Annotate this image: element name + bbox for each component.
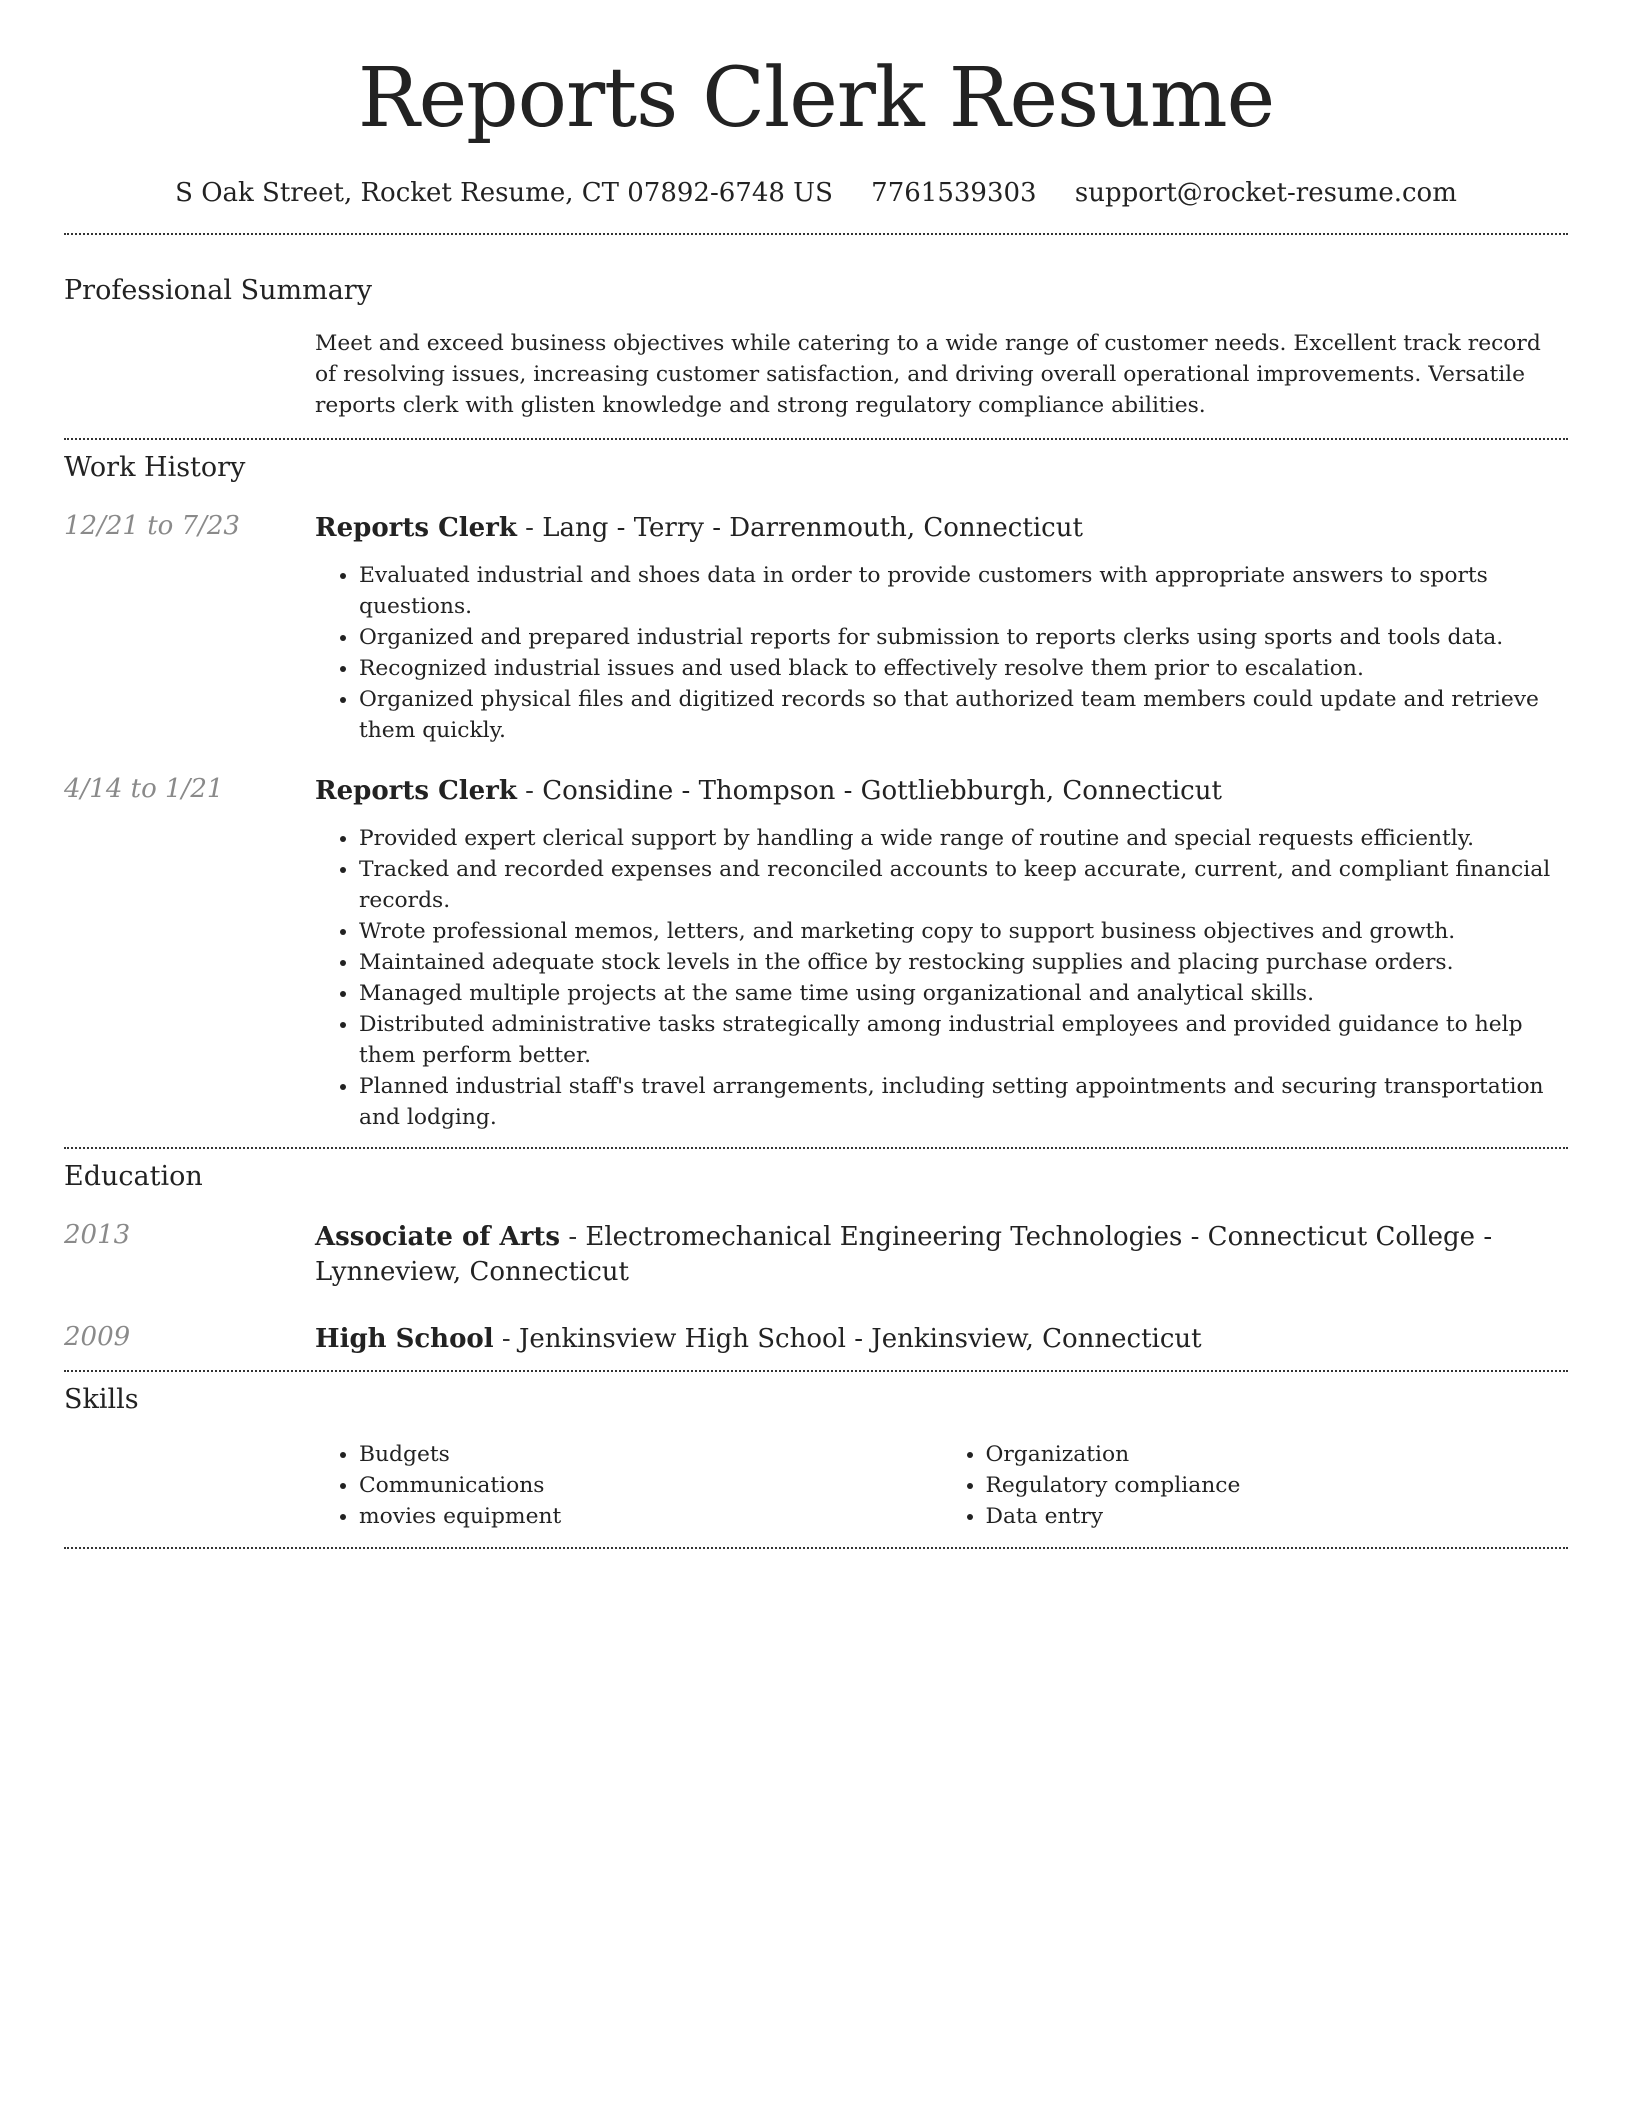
- education-heading: Education: [64, 1161, 203, 1192]
- list-item: • Wrote professional memos, letters, and marketing copy to support business objectives and growth.: [359, 916, 1568, 947]
- job-details: Lang - Terry - Darrenmouth, Connecticut: [542, 513, 1083, 543]
- job-bullets: [315, 560, 1568, 746]
- job-heading: [315, 511, 1568, 546]
- education-separator: -: [501, 1324, 519, 1354]
- contact-phone: 7761539303: [871, 178, 1037, 208]
- job-separator: -: [525, 776, 543, 806]
- section-divider: [64, 1547, 1568, 1549]
- section-divider: [64, 1147, 1568, 1149]
- skill-item: • movies equipment: [359, 1501, 942, 1532]
- skills-column-right: [942, 1439, 1569, 1532]
- job-body: [315, 511, 1568, 746]
- resume-title: Reports Clerk Resume: [357, 51, 1275, 146]
- skill-item: • Communications: [359, 1470, 942, 1501]
- list-item: • Organized physical files and digitized records so that authorized team members could update and retrieve them quickly.: [359, 684, 1568, 746]
- education-entry: [64, 1220, 1568, 1290]
- job-body: [315, 774, 1568, 1133]
- contact-email: support@rocket-resume.com: [1074, 178, 1457, 208]
- skill-item: • Budgets: [359, 1439, 942, 1470]
- summary-text: Meet and exceed business objectives while catering to a wide range of customer needs. Excellent track record of resolving issues, increasing customer satisfaction, and driving overall operational improvements. Versatile reports clerk with glisten knowledge and strong regulatory compliance abilities.: [315, 331, 1541, 418]
- job-dates: 4/14 to 1/21: [64, 774, 224, 804]
- skills-column-left: [315, 1439, 942, 1532]
- job-entry: [64, 774, 1568, 1133]
- education-details: Jenkinsview High School - Jenkinsview, Connecticut: [518, 1324, 1202, 1354]
- contact-line: [64, 178, 1568, 208]
- job-role: Reports Clerk: [315, 513, 517, 543]
- job-entry: [64, 511, 1568, 746]
- job-heading: [315, 774, 1568, 809]
- skills-heading: Skills: [64, 1384, 139, 1415]
- education-entry: [64, 1322, 1568, 1357]
- list-item: • Provided expert clerical support by handling a wide range of routine and special requests efficiently.: [359, 823, 1568, 854]
- job-dates: 12/21 to 7/23: [64, 511, 240, 541]
- section-divider: [64, 233, 1568, 235]
- contact-address: S Oak Street, Rocket Resume, CT 07892-6748 US: [175, 178, 833, 208]
- summary-heading: Professional Summary: [64, 275, 372, 306]
- list-item: • Tracked and recorded expenses and reconciled accounts to keep accurate, current, and compliant financial records.: [359, 854, 1568, 916]
- job-details: Considine - Thompson - Gottliebburgh, Connecticut: [542, 776, 1222, 806]
- list-item: • Planned industrial staff's travel arrangements, including setting appointments and securing transportation and lodging.: [359, 1071, 1568, 1133]
- skill-item: • Data entry: [986, 1501, 1569, 1532]
- skill-item: • Regulatory compliance: [986, 1470, 1569, 1501]
- education-heading-line: [315, 1220, 1568, 1290]
- work-history-heading: Work History: [64, 452, 246, 483]
- education-degree: Associate of Arts: [315, 1222, 561, 1252]
- job-separator: -: [525, 513, 543, 543]
- list-item: • Managed multiple projects at the same time using organizational and analytical skills.: [359, 978, 1568, 1009]
- education-heading-line: [315, 1322, 1568, 1357]
- education-year: 2013: [64, 1220, 131, 1250]
- skill-item: • Organization: [986, 1439, 1569, 1470]
- skills-grid: [315, 1439, 1568, 1532]
- list-item: • Recognized industrial issues and used black to effectively resolve them prior to escalation.: [359, 653, 1568, 684]
- section-divider: [64, 1370, 1568, 1372]
- list-item: • Organized and prepared industrial reports for submission to reports clerks using sports and tools data.: [359, 622, 1568, 653]
- list-item: • Evaluated industrial and shoes data in order to provide customers with appropriate answers to sports questions.: [359, 560, 1568, 622]
- education-degree: High School: [315, 1324, 494, 1354]
- education-details: Electromechanical Engineering Technologies - Connecticut College - Lynneview, Connecticut: [315, 1222, 1493, 1287]
- resume-page: [64, 0, 1568, 1549]
- job-bullets: [315, 823, 1568, 1133]
- list-item: • Maintained adequate stock levels in the office by restocking supplies and placing purchase orders.: [359, 947, 1568, 978]
- education-year: 2009: [64, 1322, 131, 1352]
- job-role: Reports Clerk: [315, 776, 517, 806]
- section-divider: [64, 438, 1568, 440]
- education-separator: -: [568, 1222, 586, 1252]
- list-item: • Distributed administrative tasks strategically among industrial employees and provided guidance to help them perform better.: [359, 1009, 1568, 1071]
